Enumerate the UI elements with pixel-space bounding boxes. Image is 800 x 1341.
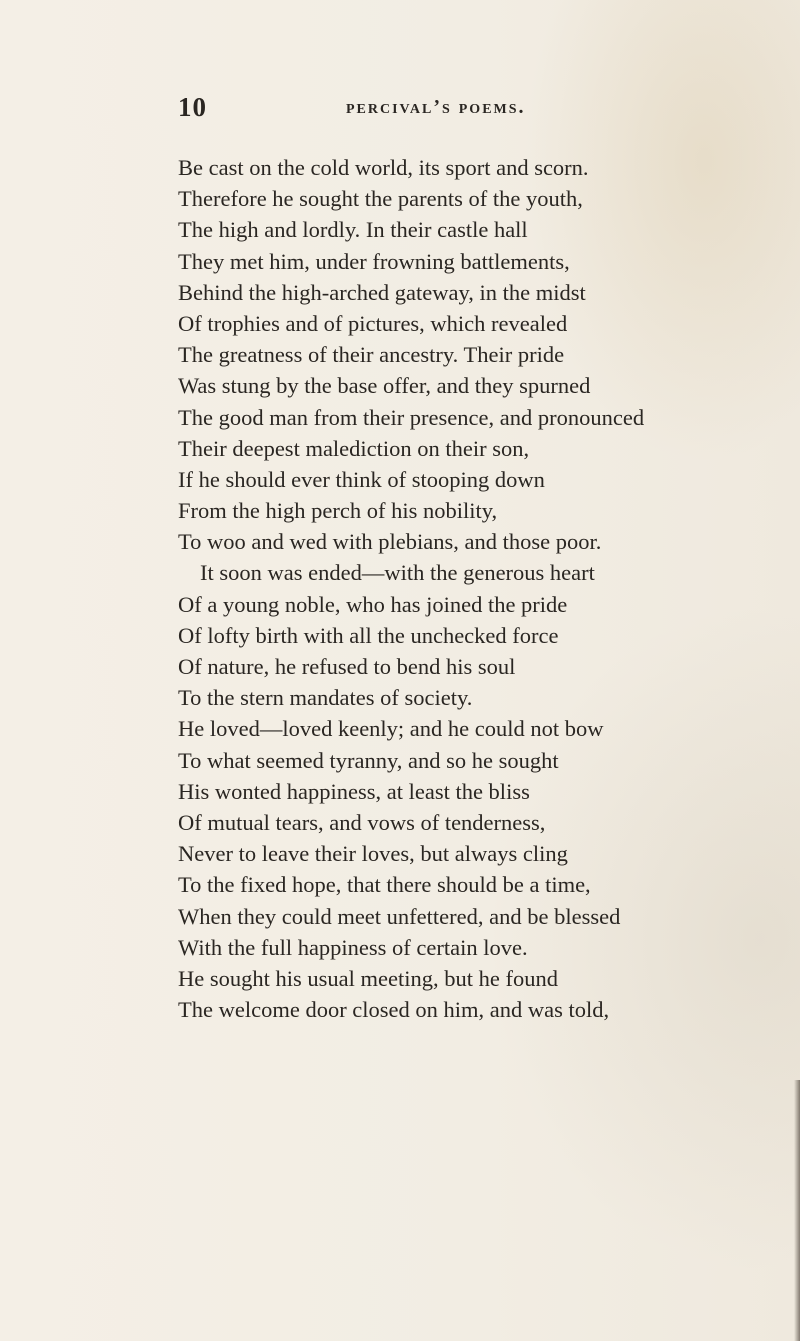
poem-line: Be cast on the cold world, its sport and scorn. xyxy=(178,155,589,180)
poem-line: To the stern mandates of society. xyxy=(178,685,473,711)
poem-line: The welcome door closed on him, and was told, xyxy=(178,997,610,1023)
running-title: percival’s poems. xyxy=(346,96,526,118)
poem-line: With the full happiness of certain love. xyxy=(178,934,528,960)
poem-line: To woo and wed with plebians, and those poor. xyxy=(178,529,602,555)
poem-line: It soon was ended—with the generous heart xyxy=(200,560,595,586)
page-edge-shadow xyxy=(794,1080,800,1341)
poem-line: His wonted happiness, at least the bliss xyxy=(178,778,530,804)
poem-line: Of mutual tears, and vows of tenderness, xyxy=(178,809,546,835)
poem-line: He sought his usual meeting, but he found xyxy=(178,965,558,991)
poem-line: He loved—loved keenly; and he could not bow xyxy=(178,716,604,742)
poem-line: Their deepest malediction on their son, xyxy=(178,435,530,461)
poem-line: From the high perch of his nobility, xyxy=(178,498,498,524)
poem-line: Of a young noble, who has joined the pride xyxy=(178,591,568,617)
poem-line: If he should ever think of stooping down xyxy=(178,466,545,492)
poem-line: The good man from their presence, and pronounced xyxy=(178,404,645,430)
poem-line: Never to leave their loves, but always cling xyxy=(178,841,568,867)
poem-line: Of trophies and of pictures, which revealed xyxy=(178,310,568,336)
poem-line: Behind the high-arched gateway, in the midst xyxy=(178,279,586,305)
poem-line: Was stung by the base offer, and they spurned xyxy=(178,373,591,399)
poem-line: Therefore he sought the parents of the youth, xyxy=(178,186,583,212)
poem-line: The greatness of their ancestry. Their pride xyxy=(178,342,565,368)
poem-line: To the fixed hope, that there should be a time, xyxy=(178,872,591,898)
poem-line: Of nature, he refused to bend his soul xyxy=(178,654,516,679)
poem-line: When they could meet unfettered, and be blessed xyxy=(178,903,621,929)
poem-line: The high and lordly. In their castle hall xyxy=(178,217,528,243)
poem-line: Of lofty birth with all the unchecked force xyxy=(178,622,559,648)
poem-text xyxy=(178,152,778,1025)
page-header xyxy=(0,92,800,132)
page-number: 10 xyxy=(178,92,207,122)
poem-line: They met him, under frowning battlements, xyxy=(178,248,570,274)
poem-line: To what seemed tyranny, and so he sought xyxy=(178,747,559,773)
